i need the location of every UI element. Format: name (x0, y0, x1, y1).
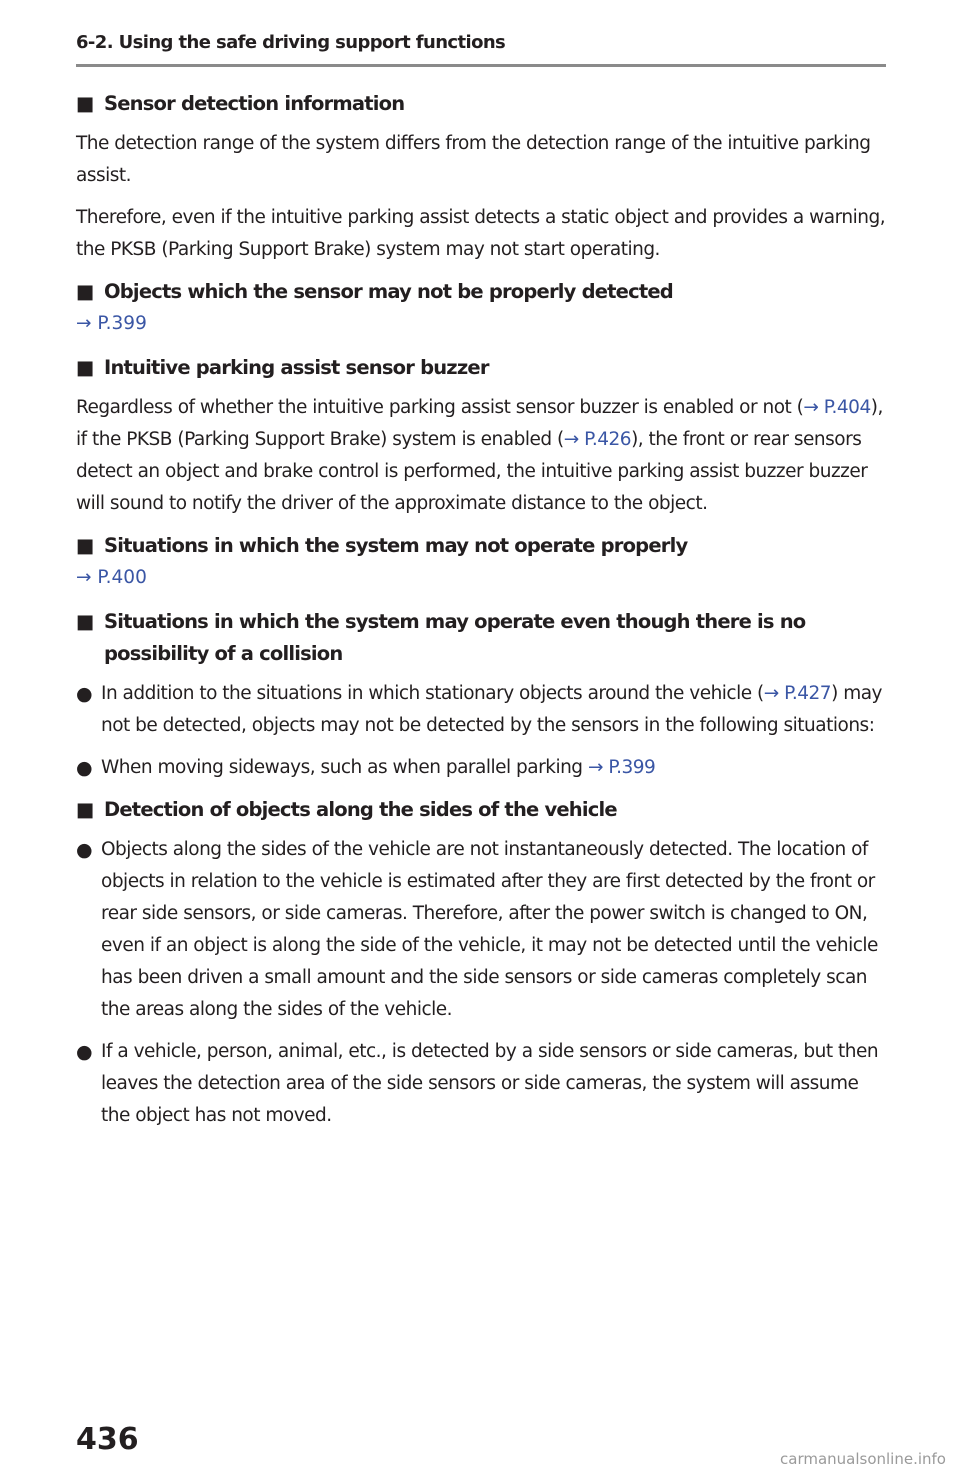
list-item (76, 678, 886, 742)
paragraph: Therefore, even if the intuitive parking assist detects a static object and provides a warning, the PKSB (Parking Support Brake) system may not start operating. (76, 207, 886, 260)
square-bullet-icon: ■ (76, 92, 94, 115)
header-divider (76, 64, 886, 67)
list-item (76, 834, 886, 1026)
square-bullet-icon: ■ (76, 280, 94, 303)
paragraph: The detection range of the system differs from the detection range of the intuitive parking assist. (76, 133, 871, 186)
heading-sensor-buzzer (76, 352, 886, 384)
page-reference-link[interactable]: → P.426 (563, 429, 632, 450)
page-reference-link[interactable]: → P.399 (76, 313, 147, 334)
heading-sensor-detection (76, 88, 886, 120)
heading-side-detection (76, 794, 886, 826)
heading-may-not-operate (76, 530, 886, 562)
page-content (76, 88, 886, 1142)
bullet-icon: ● (76, 1041, 93, 1063)
bullet-icon: ● (76, 757, 93, 779)
page-reference-link[interactable]: → P.427 (763, 683, 832, 704)
heading-text: Intuitive parking assist sensor buzzer (104, 356, 489, 379)
text: ), if the PKSB (Parking Support Brake) system is enabled ( (76, 397, 883, 450)
heading-text: Sensor detection information (104, 92, 405, 115)
text: Regardless of whether the intuitive parking assist sensor buzzer is enabled or not ( (76, 397, 804, 418)
page-number: 436 (76, 1422, 139, 1457)
text: In addition to the situations in which stationary objects around the vehicle ( (101, 683, 764, 704)
heading-text: Detection of objects along the sides of the vehicle (104, 798, 617, 821)
square-bullet-icon: ■ (76, 610, 94, 633)
page-reference-link[interactable]: → P.399 (587, 757, 656, 778)
list-item (76, 752, 886, 784)
page-reference-link[interactable]: → P.400 (76, 567, 147, 588)
paragraph (76, 392, 886, 520)
bullet-icon: ● (76, 683, 93, 705)
list-item (76, 1036, 886, 1132)
text: Objects along the sides of the vehicle are not instantaneously detected. The location of objects in relation to the vehicle is estimated after they are first detected by the front or rear side sensors, or side cameras. Therefore, after the power switch is changed to ON, even if an object is along the side of the vehicle, it may not be detected until the vehicle has been driven a small amount and the side sensors or side cameras completely scan the areas along the sides of the vehicle. (101, 839, 878, 1020)
watermark: carmanualsonline.info (780, 1450, 946, 1468)
bullet-icon: ● (76, 839, 93, 861)
heading-text: Situations in which the system may operate even though there is no possibility of a collision (104, 610, 806, 665)
text: If a vehicle, person, animal, etc., is detected by a side sensors or side cameras, but then leaves the detection area of the side sensors or side cameras, the system will assume the object has not moved. (101, 1041, 879, 1126)
heading-text: Situations in which the system may not operate properly (104, 534, 688, 557)
text: ) may not be detected, objects may not be detected by the sensors in the following situations: (101, 683, 882, 736)
text: When moving sideways, such as when parallel parking (101, 757, 588, 778)
square-bullet-icon: ■ (76, 798, 94, 821)
section-header: 6-2. Using the safe driving support functions (76, 32, 506, 53)
text: ), the front or rear sensors detect an object and brake control is performed, the intuitive parking assist buzzer buzzer will sound to notify the driver of the approximate distance to the object. (76, 429, 868, 514)
heading-text: Objects which the sensor may not be properly detected (104, 280, 673, 303)
page-reference-link[interactable]: → P.404 (803, 397, 871, 418)
square-bullet-icon: ■ (76, 356, 94, 379)
square-bullet-icon: ■ (76, 534, 94, 557)
heading-may-operate-no-collision (76, 606, 886, 670)
heading-objects-not-detected (76, 276, 886, 308)
